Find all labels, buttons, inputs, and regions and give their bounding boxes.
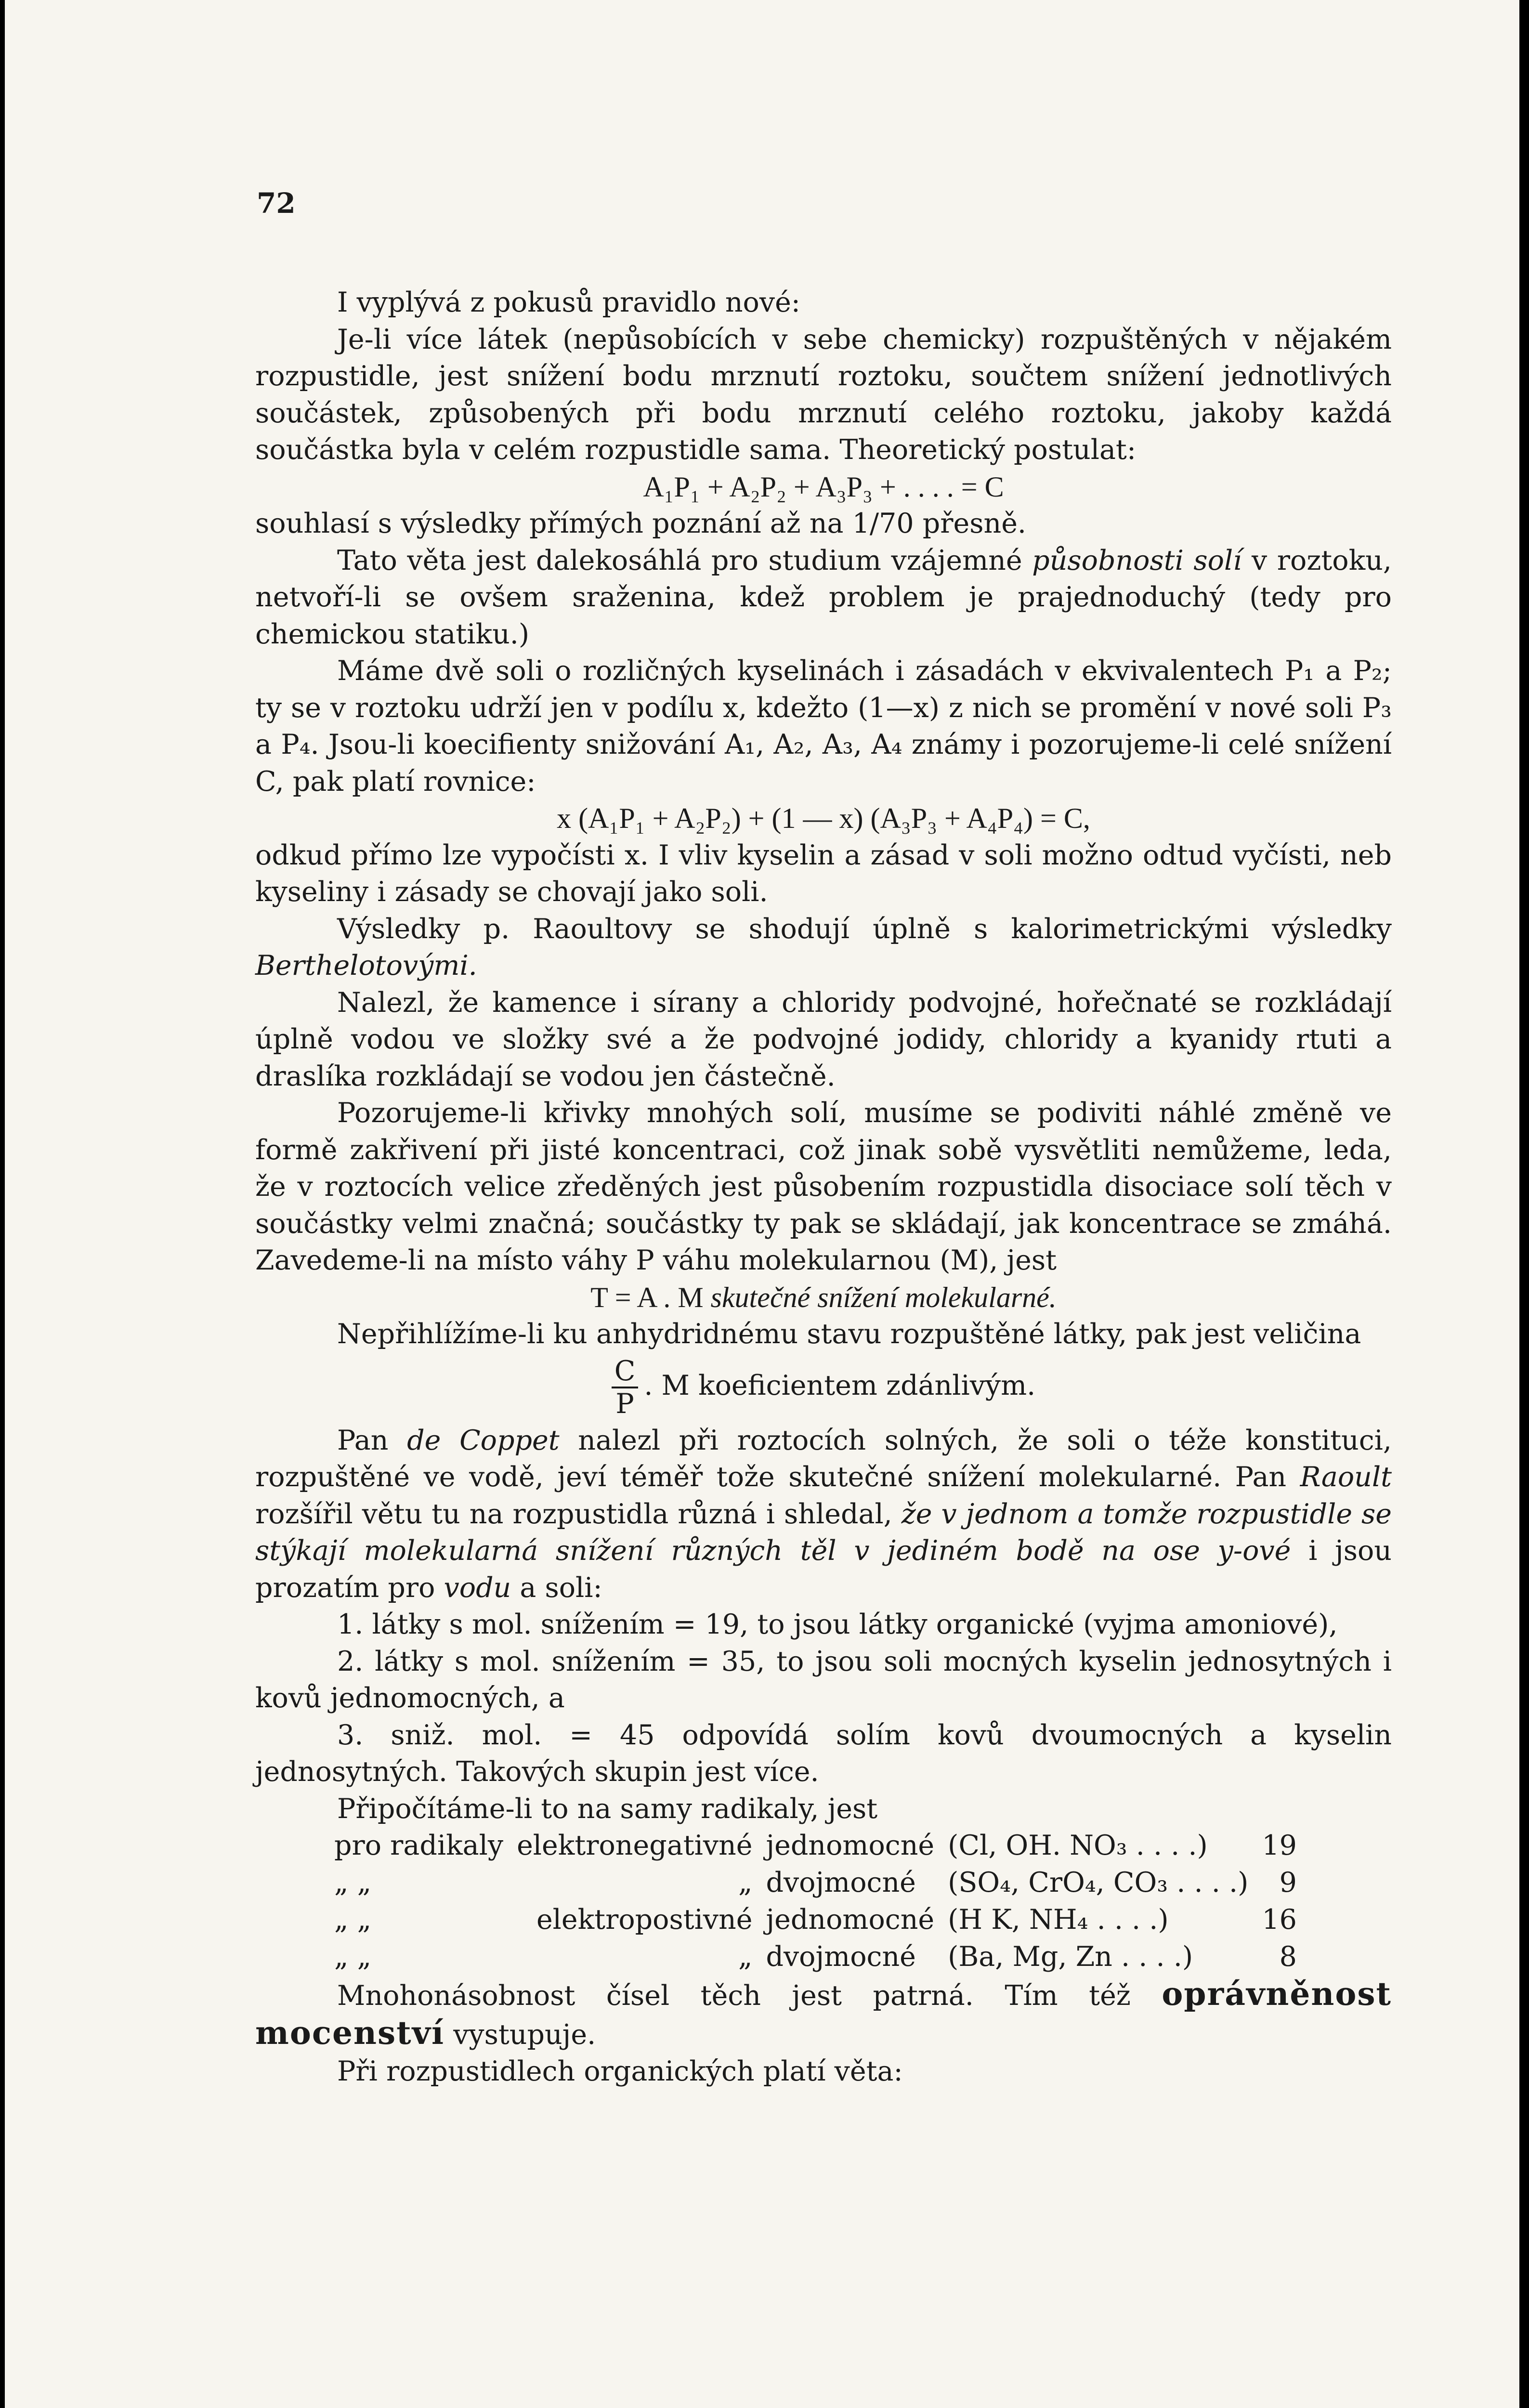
radicals-table	[327, 1827, 1304, 1976]
paragraph-2: souhlasí s výsledky přímých poznání až na 1/70 přesně.	[255, 508, 1027, 539]
paragraph-13: Při rozpustidlech organických platí věta:	[337, 2055, 903, 2087]
paragraph-7: Nalezl, že kamence i sírany a chloridy podvojné, hořečnaté se rozkládají úplně vodou ve složky své a že podvojné jodidy, chloridy a kyanidy rtuti a draslíka rozkládají se vodou jen částečně.	[255, 986, 1392, 1092]
formula-postulat: A₁P₁ + A₂P₂ + A₃P₃ + . . . . = C	[643, 471, 1004, 503]
page-number: 72	[257, 187, 296, 220]
paragraph-8: Pozorujeme-li křivky mnohých solí, musíme se podiviti náhlé změně ve formě zakřivení při jisté koncentraci, což jinak sobě vysvětliti nemůžeme, leda, že v roztocích velice zředěných jest působením rozpustidla disociace solí těch v součástky velmi značná; součástky ty pak se skládají, jak koncentrace se zmáhá. Zavedeme-li na místo váhy P váhu molekularnou (M), jest	[255, 1097, 1392, 1276]
fraction-c-p: $\frac{C}{P}$	[612, 1356, 639, 1419]
paragraph-1: Je-li více látek (nepůsobících v sebe chemicky) rozpuštěných v nějakém rozpustidle, jest snížení bodu mrznutí roztoku, součtem snížení jednotlivých součástek, způsobených při bodu mrznutí celého roztoku, jakoby každá součástka byla v celém rozpustidle sama. Theoretický postulat:	[255, 323, 1392, 466]
paragraph-6: Výsledky p. Raoultovy se shodují úplně s kalorimetrickými výsledky Berthelotovými.	[255, 913, 1392, 982]
book-page	[5, 0, 1519, 2408]
paragraph-5: odkud přímo lze vypočísti x. I vliv kyselin a zásad v soli možno odtud vyčísti, neb kyseliny i zásady se chovají jako soli.	[255, 839, 1392, 908]
table-row: pro radikaly elektronegativné jednomocné (Cl, OH. NO₃ . . . .) 19	[334, 1830, 1297, 1861]
formula-snizeni: T = A . M skutečné snížení molekularné.	[590, 1281, 1057, 1313]
fraction-1-70: 1/70	[852, 508, 914, 539]
intro-line: I vyplývá z pokusů pravidlo nové:	[337, 287, 801, 318]
formula-koeficient: $\frac{C}{P}$ . M koeficientem zdánlivým.	[255, 1356, 1392, 1419]
table-row: „ „ „ dvojmocné (SO₄, CrO₄, CO₃ . . . .) 9	[334, 1867, 1297, 1898]
table-row: „ „ elektropostivné jednomocné (H K, NH₄ . . . .) 16	[334, 1904, 1297, 1936]
list-item-3: 3. sniž. mol. = 45 odpovídá solím kovů dvoumocných a kyselin jednosytných. Takových skupin jest více.	[255, 1719, 1392, 1788]
paragraph-4: Máme dvě soli o rozličných kyselinách i zásadách v ekvivalentech P₁ a P₂; ty se v roztoku udrží jen v podílu x, kdežto (1—x) z nich se promění v nové soli P₃ a P₄. Jsou-li koecifienty snižování A₁, A₂, A₃, A₄ známy i pozorujeme-li celé snížení C, pak platí rovnice:	[255, 655, 1392, 798]
formula-rovnice: x (A₁P₁ + A₂P₂) + (1 — x) (A₃P₃ + A₄P₄) = C,	[557, 802, 1090, 834]
paragraph-12: Mnohonásobnost čísel těch jest patrná. Tím též oprávněnost mocenství vystupuje.	[255, 1975, 1392, 2052]
list-item-2: 2. látky s mol. snížením = 35, to jsou soli mocných kyselin jednosytných i kovů jednomocných, a	[255, 1645, 1392, 1714]
paragraph-11: Připočítáme-li to na samy radikaly, jest	[337, 1793, 878, 1825]
table-row: „ „ „ dvojmocné (Ba, Mg, Zn . . . .) 8	[334, 1941, 1297, 1973]
paragraph-10: Pan de Coppet nalezl při roztocích solných, že soli o téže konstituci, rozpuštěné ve vodě, jeví téměř tože skutečné snížení molekularné. Pan Raoult rozšířil větu tu na rozpustidla různá i shledal, že v jednom a tomže rozpustidle se stýkají molekularná snížení různých těl v jediném bodě na ose y-ové i jsou prozatím pro vodu a soli:	[255, 1424, 1392, 1604]
paragraph-3: Tato věta jest dalekosáhlá pro studium vzájemné působnosti solí v roztoku, netvoří-li se ovšem sraženina, kdež problem je prajednoduchý (tedy pro chemickou statiku.)	[255, 544, 1392, 650]
list-item-1: 1. látky s mol. snížením = 19, to jsou látky organické (vyjma amoniové),	[337, 1609, 1338, 1640]
paragraph-9: Nepřihlížíme-li ku anhydridnému stavu rozpuštěné látky, pak jest veličina	[337, 1318, 1361, 1350]
page-text	[255, 284, 1392, 2090]
